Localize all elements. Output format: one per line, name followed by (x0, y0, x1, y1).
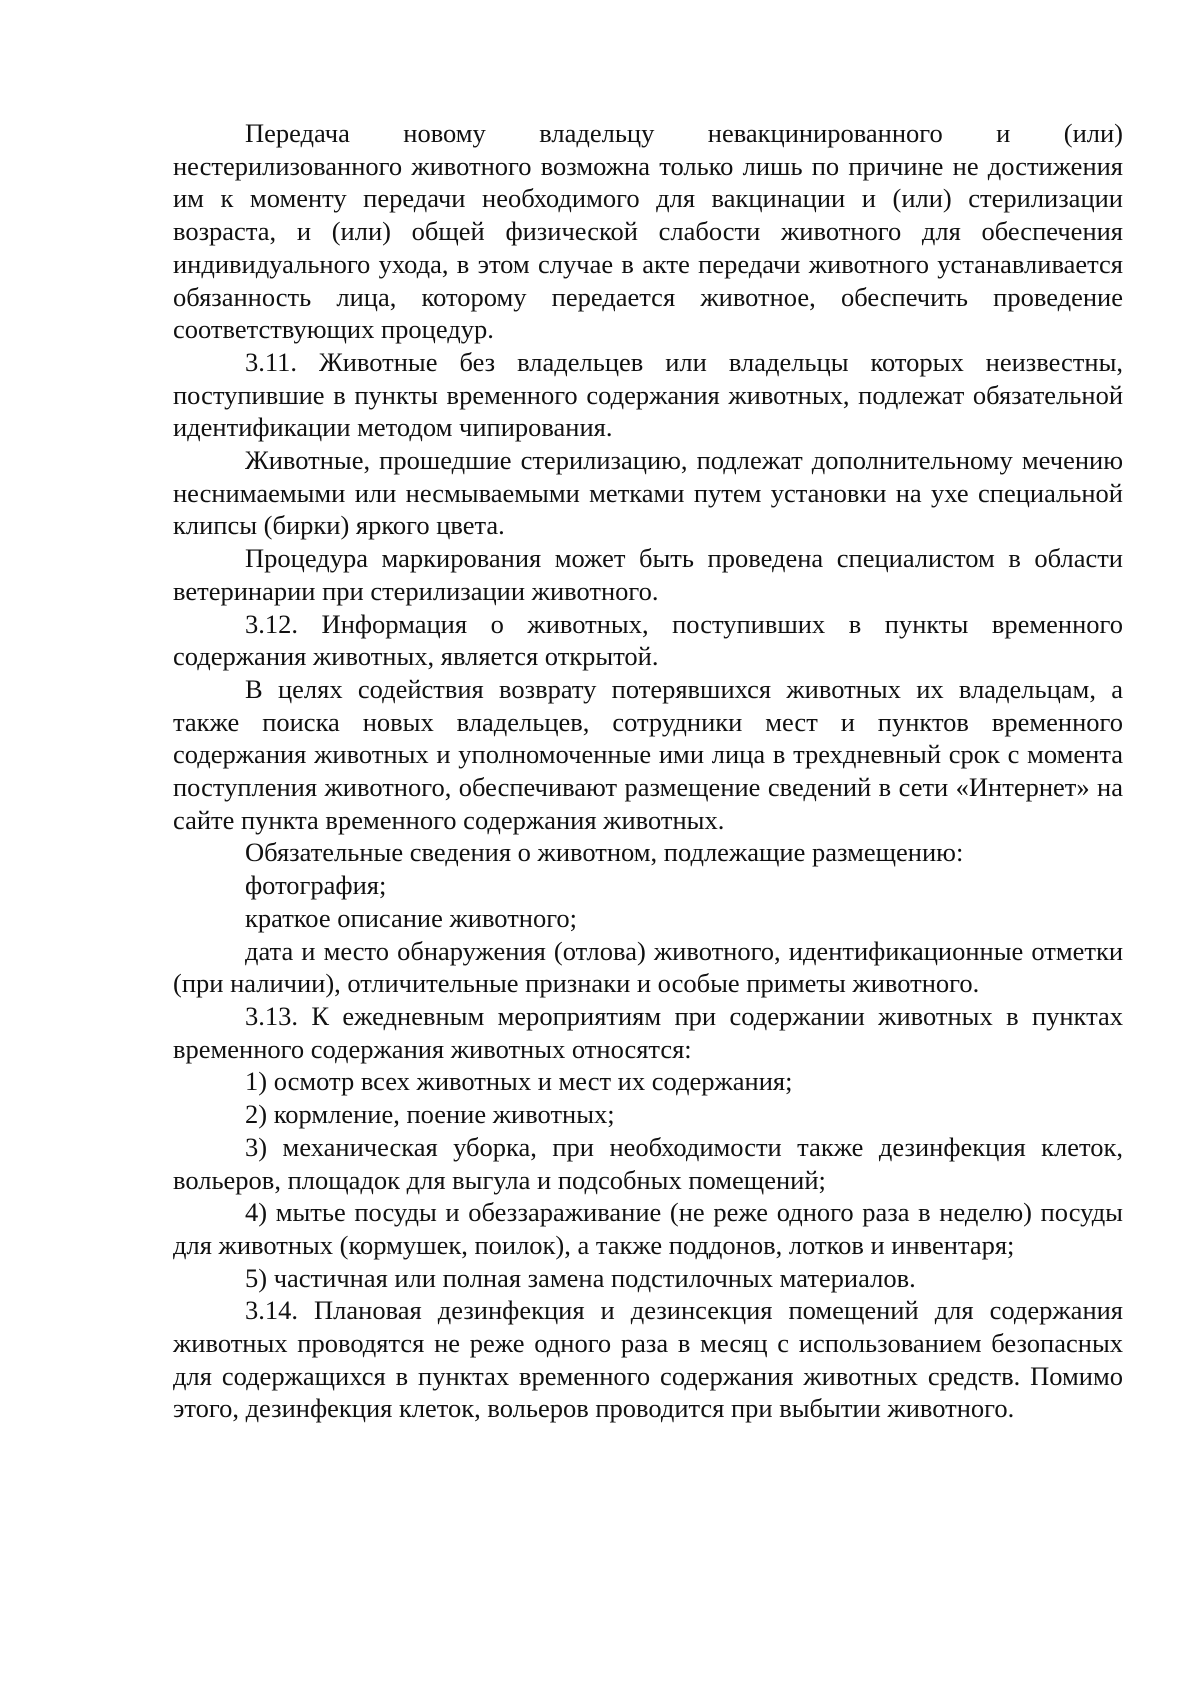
list-item-cleaning: 3) механическая уборка, при необходимости также дезинфекция клеток, вольеров, площадок для выгула и подсобных помещений; (173, 1131, 1123, 1195)
list-item-photo: фотография; (245, 870, 387, 901)
paragraph-3-11: 3.11. Животные без владельцев или владельцы которых неизвестны, поступившие в пункты временного содержания животных, подлежат обязательной идентификации методом чипирования. (173, 346, 1123, 443)
list-item-date-place: дата и место обнаружения (отлова) животного, идентификационные отметки (при наличии), отличительные признаки и особые приметы животного. (173, 935, 1123, 999)
list-item-description: краткое описание животного; (245, 902, 578, 933)
paragraph-transfer-unvaccinated: Передача новому владельцу невакцинированного и (или) нестерилизованного животного возможна только лишь по причине не достижения им к моменту передачи необходимого для вакцинации и (или) стерилизации возраста, и (или) общей физической слабости животного для обеспечения индивидуального ухода, в этом случае в акте передачи животного устанавливается обязанность лица, которому передается животное, обеспечить проведение соответствующих процедур. (173, 118, 1123, 345)
list-item-washing: 4) мытье посуды и обеззараживание (не реже одного раза в неделю) посуды для животных (кормушек, поилок), а также поддонов, лотков и инвентаря; (173, 1197, 1123, 1260)
paragraph-required-info: Обязательные сведения о животном, подлежащие размещению: (245, 837, 964, 868)
list-item-feeding: 2) кормление, поение животных; (245, 1099, 615, 1130)
paragraph-3-13: 3.13. К ежедневным мероприятиям при содержании животных в пунктах временного содержания животных относятся: (173, 1000, 1123, 1064)
paragraph-internet-info: В целях содействия возврату потерявшихся животных их владельцам, а также поиска новых владельцев, сотрудники мест и пунктов временного содержания животных и уполномоченные ими лица в трехдневный срок с момента поступления животного, обеспечивают размещение сведений в сети «Интернет» на сайте пункта временного содержания животных. (173, 673, 1123, 835)
list-item-inspection: 1) осмотр всех животных и мест их содержания; (245, 1066, 793, 1097)
paragraph-marking-procedure: Процедура маркирования может быть проведена специалистом в области ветеринарии при стерилизации животного. (173, 543, 1123, 606)
document-page (173, 117, 1123, 1425)
paragraph-3-14: 3.14. Плановая дезинфекция и дезинсекция помещений для содержания животных проводятся не реже одного раза в месяц с использованием безопасных для содержащихся в пунктах временного содержания животных средств. Помимо этого, дезинфекция клеток, вольеров проводится при выбытии животного. (173, 1295, 1123, 1424)
paragraph-3-12: 3.12. Информация о животных, поступивших в пункты временного содержания животных, является открытой. (173, 608, 1123, 672)
paragraph-sterilized-marking: Животные, прошедшие стерилизацию, подлежат дополнительному мечению неснимаемыми или несмываемыми метками путем установки на ухе специальной клипсы (бирки) яркого цвета. (173, 445, 1123, 541)
list-item-bedding: 5) частичная или полная замена подстилочных материалов. (245, 1262, 916, 1293)
